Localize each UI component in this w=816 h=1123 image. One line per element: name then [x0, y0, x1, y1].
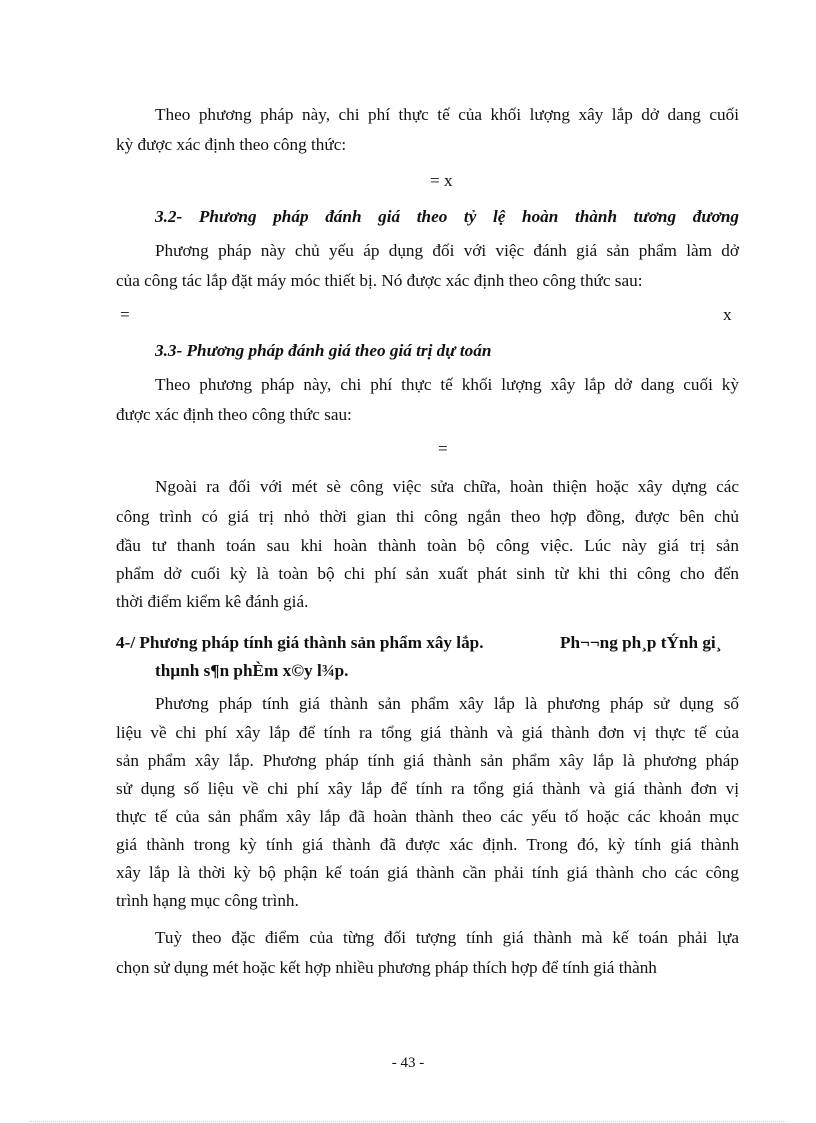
section-heading-4: 4-/ Phương pháp tính giá thành sản phẩm xây lắp. [116, 633, 484, 652]
paragraph-line: Tuỳ theo đặc điểm của từng đối tượng tính giá thành mà kế toán phải lựa [155, 928, 739, 947]
paragraph-line: Phương pháp này chủ yếu áp dụng đối với việc đánh giá sản phẩm làm dở [155, 241, 739, 260]
formula-equals: = [438, 439, 448, 458]
page-number: - 43 - [391, 1055, 425, 1071]
formula-times: x [723, 305, 732, 324]
paragraph-line: Theo phương pháp này, chi phí thực tế khối lượng xây lắp dở dang cuối kỳ [155, 375, 739, 394]
paragraph-line: công trình có giá trị nhỏ thời gian thi công ngắn theo hợp đồng, được bên chủ [116, 507, 739, 526]
section-heading-3-3: 3.3- Phương pháp đánh giá theo giá trị dự toán [155, 341, 492, 360]
paragraph-line: thời điểm kiểm kê đánh giá. [116, 592, 309, 611]
paragraph-line: kỳ được xác định theo công thức: [116, 135, 347, 154]
paragraph-line: chọn sử dụng mét hoặc kết hợp nhiều phương pháp thích hợp để tính giá thành [116, 958, 657, 977]
paragraph-line: của công tác lắp đặt máy móc thiết bị. Nó được xác định theo công thức sau: [116, 271, 643, 290]
paragraph-line: xây lắp là thời kỳ bộ phận kế toán giá thành cần phải tính giá thành cho các công [116, 863, 739, 882]
paragraph-line: sản phẩm xây lắp. Phương pháp tính giá thành sản phẩm xây lắp là phương pháp [116, 751, 739, 770]
paragraph-line: Theo phương pháp này, chi phí thực tế của khối lượng xây lắp dở dang cuối [155, 105, 739, 124]
garbled-heading-text: Ph¬¬ng ph¸p tÝnh gi¸ [560, 633, 722, 652]
paragraph-line: thực tế của sản phẩm xây lắp đã hoàn thành theo các yếu tố hoặc các khoản mục [116, 807, 739, 826]
formula-equals: = [120, 305, 130, 324]
formula: = x [430, 171, 453, 190]
page-bottom-border [30, 1121, 786, 1122]
paragraph-line: phẩm dở cuối kỳ là toàn bộ chi phí sản xuất phát sinh từ khi thi công cho đến [116, 564, 739, 583]
paragraph-line: Phương pháp tính giá thành sản phẩm xây lắp là phương pháp sử dụng số [155, 694, 739, 713]
garbled-heading-text: thµnh s¶n phÈm x©y l¾p. [155, 661, 349, 680]
paragraph-line: đầu tư thanh toán sau khi hoàn thành toàn bộ công việc. Lúc này giá trị sản [116, 536, 739, 555]
paragraph-line: liệu về chi phí xây lắp để tính ra tổng giá thành và giá thành đơn vị thực tế của [116, 723, 739, 742]
paragraph-line: được xác định theo công thức sau: [116, 405, 352, 424]
section-heading-3-2: 3.2- Phương pháp đánh giá theo tỷ lệ hoàn thành tương đương [155, 207, 739, 226]
paragraph-line: sử dụng số liệu về chi phí xây lắp để tính ra tổng giá thành và giá thành đơn vị [116, 779, 739, 798]
paragraph-line: giá thành trong kỳ tính giá thành đã được xác định. Trong đó, kỳ tính giá thành [116, 835, 739, 854]
paragraph-line: Ngoài ra đối với mét sè công việc sửa chữa, hoàn thiện hoặc xây dựng các [155, 477, 739, 496]
paragraph-line: trình hạng mục công trình. [116, 891, 299, 910]
